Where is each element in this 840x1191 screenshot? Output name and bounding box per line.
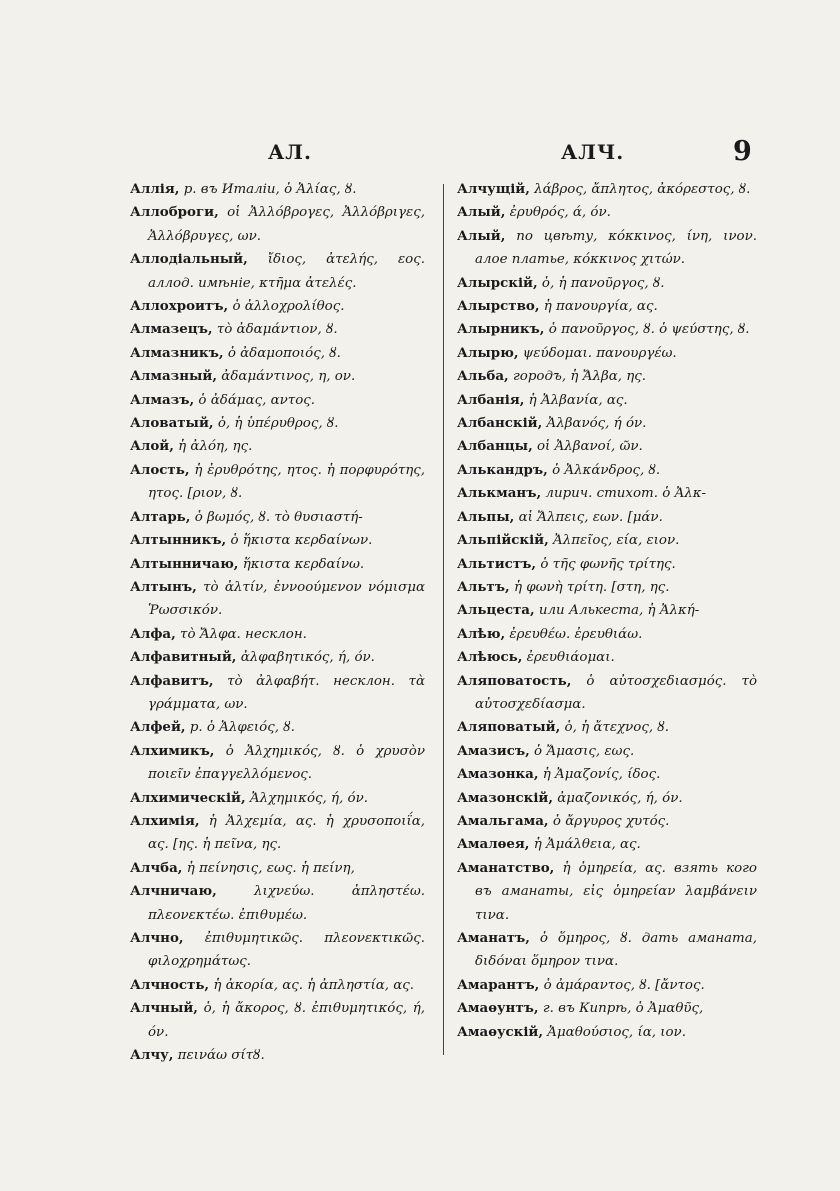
dictionary-entry (457, 599, 757, 622)
headword: Алчущій, (457, 181, 530, 197)
dictionary-entry (130, 810, 425, 857)
definition: ὁ ἀλλοχρολίθος. (232, 299, 345, 315)
page-number: 9 (733, 136, 753, 167)
dictionary-entry (457, 576, 757, 599)
dictionary-entry (457, 435, 757, 458)
definition: ἡ ἀκορία, ας. ἡ ἀπληστία, ας. (213, 977, 415, 993)
headword: Амарантъ, (457, 976, 540, 993)
headword: Алмазъ, (130, 391, 195, 408)
dictionary-entry (130, 646, 425, 669)
dictionary-entry (457, 529, 757, 552)
dictionary-entry (130, 248, 425, 295)
headword: Алхимикъ, (130, 742, 215, 759)
definition: ἡ ἀλόη, ης. (178, 439, 253, 455)
headword: Албанскій, (457, 415, 543, 432)
headword: Альтъ, (457, 578, 510, 595)
headword: Аманатство, (457, 859, 555, 876)
definition: ὁ βωμός, ȣ. τὸ θυσιαστή- (194, 509, 363, 525)
dictionary-entry (457, 646, 757, 669)
headword: Албанія, (457, 391, 525, 408)
dictionary-entry (130, 389, 425, 412)
definition: πεινάω σίτȣ. (177, 1048, 265, 1064)
dictionary-entry (130, 927, 425, 974)
dictionary-entry (130, 553, 425, 576)
dictionary-entry (457, 974, 757, 997)
headword: Алтарь, (130, 508, 191, 525)
headword: Алфа, (130, 625, 176, 642)
dictionary-entry (457, 1021, 757, 1044)
headword: Алфавитный, (130, 649, 237, 666)
headword: Алчность, (130, 976, 210, 993)
dictionary-entry (130, 623, 425, 646)
dictionary-entry (457, 272, 757, 295)
definition: τὸ ἀλφαβήτ. несклон. τὰ γράμματα, ων. (148, 673, 425, 712)
headword: Алый, (457, 204, 506, 221)
definition: ἡ πείνησις, εως. ἡ πείνη, (186, 860, 355, 876)
dictionary-entry (457, 997, 757, 1020)
running-head-right: АЛЧ. (561, 140, 625, 164)
headword: Алырскій, (457, 274, 538, 291)
definition: ψεύδομαι. πανουργέω. (522, 345, 677, 361)
definition: Ἀλχημικός, ή, όν. (249, 790, 369, 806)
definition: ἡ Ἀμάλθεια, ας. (533, 837, 641, 853)
dictionary-entry (457, 178, 757, 201)
headword: Аманатъ, (457, 930, 530, 946)
headword: Алырство, (457, 298, 540, 315)
dictionary-entry (457, 412, 757, 435)
headword: Аллодіальный, (130, 251, 248, 268)
dictionary-entry (130, 880, 425, 927)
definition: ὁ ἥκιστα κερδαίνων. (230, 533, 373, 549)
headword: Алькандръ, (457, 461, 548, 478)
dictionary-entry (130, 201, 425, 248)
definition: ἡ φωνὴ τρίτη. [στη, ης. (513, 579, 670, 595)
dictionary-entry (130, 974, 425, 997)
definition: ὁ Ἀλχημικός, ȣ. ὁ χρυσὸν ποιεῖν ἐπαγγελλόμενος. (148, 743, 425, 783)
dictionary-entry (457, 506, 757, 529)
dictionary-entry (130, 435, 425, 458)
running-head-left: АЛ. (268, 140, 312, 164)
definition: ἡ Ἀλβανία, ας. (528, 392, 628, 408)
headword: Алчный, (130, 1000, 198, 1017)
definition: г. въ Кипрѣ, ὁ Ἀμαθῦς, (542, 1001, 704, 1017)
headword: Алмазникъ, (130, 344, 224, 361)
definition: ἀδαμάντινος, η, ον. (221, 369, 356, 385)
headword: Амалѳея, (457, 836, 530, 853)
headword: Амаѳунтъ, (457, 1000, 539, 1017)
definition: ἥκιστα κερδαίνω. (242, 556, 365, 572)
headword: Амазисъ, (457, 742, 530, 759)
headword: Амальгама, (457, 812, 549, 829)
definition: ἡ Ἀλχεμία, ας. ἡ χρυσοποιΐα, ας. [ης. ἡ πεῖνα, ης. (148, 813, 425, 853)
dictionary-entry (130, 295, 425, 318)
headword: Алый, (457, 227, 506, 244)
dictionary-entry (457, 927, 757, 974)
headword: Алырникъ, (457, 321, 545, 338)
headword: Алость, (130, 461, 190, 478)
dictionary-entry (130, 178, 425, 201)
definition: τὸ Ἄλφα. несклон. (180, 626, 307, 642)
definition: ὁ, ἡ ἄκορος, ȣ. ἐπιθυμητικός, ή, όν. (148, 1001, 425, 1040)
definition: ὁ, ἡ ὑπέρυθρος, ȣ. (217, 416, 339, 432)
definition: ἐπιθυμητικῶς. πλεονεκτικῶς. φιλοχρημάτως. (148, 931, 425, 970)
definition: ὁ τῆς φωνῆς τρίτης. (540, 556, 676, 572)
headword: Алхимическій, (130, 789, 246, 806)
dictionary-entry (457, 365, 757, 388)
headword: Алчба, (130, 859, 183, 876)
dictionary-entry (457, 482, 757, 505)
definition: ὁ, ἡ πανοῦργος, ȣ. (541, 275, 665, 291)
dictionary-entry (130, 576, 425, 623)
dictionary-entry (130, 740, 425, 787)
definition: ὁ ὅμηρος, ȣ. дать аманата, διδόναι ὅμηρον τινα. (475, 931, 757, 970)
definition: ὁ ἀμάραντος, ȣ. [ἄντος. (543, 977, 705, 993)
dictionary-entry (130, 716, 425, 739)
definition: ἴδιος, ἀτελής, εος. аллод. имѣніе, κτῆμα ἀτελές. (148, 252, 425, 291)
definition: Ἀλβανός, ή όν. (546, 416, 647, 432)
dictionary-entry (457, 201, 757, 224)
definition: ἐρευθιάομαι. (526, 650, 615, 666)
definition: ἀμαζονικός, ή, όν. (557, 790, 683, 806)
dictionary-entry (130, 1044, 425, 1067)
dictionary-entry (457, 342, 757, 365)
headword: Алой, (130, 438, 174, 455)
headword: Алфавитъ, (130, 672, 214, 689)
headword: Алхимія, (130, 812, 200, 829)
headword: Алчно, (130, 930, 184, 946)
headword: Альба, (457, 368, 509, 385)
headword: Аляповатый, (457, 719, 561, 736)
headword: Амазонскій, (457, 789, 553, 806)
dictionary-entry (457, 787, 757, 810)
definition: Ἀλπεῖος, εία, ειον. (553, 533, 680, 549)
headword: Амазонка, (457, 766, 539, 783)
headword: Алмазный, (130, 368, 218, 385)
definition: αἱ Ἄλπεις, εων. [μάν. (518, 509, 663, 525)
dictionary-entry (457, 763, 757, 786)
definition: ὁ ἀδάμας, αντος. (198, 392, 316, 408)
definition: τὸ ἀδαμάντιον, ȣ. (216, 322, 338, 338)
dictionary-entry (130, 318, 425, 341)
headword: Аляповатость, (457, 672, 572, 689)
headword: Аллоброги, (130, 204, 219, 221)
definition: Ἀμαθούσιος, ία, ιον. (547, 1024, 686, 1040)
headword: Алчничаю, (130, 883, 217, 900)
dictionary-entry (130, 365, 425, 388)
dictionary-entry (457, 670, 757, 717)
definition: городъ, ἡ Ἄλβα, ης. (512, 369, 647, 385)
dictionary-entry (130, 529, 425, 552)
dictionary-entry (457, 716, 757, 739)
headword: Алькманъ, (457, 485, 542, 502)
definition: ὁ πανοῦργος, ȣ. ὁ ψεύστης, ȣ. (548, 322, 750, 338)
headword: Аллія, (130, 181, 180, 197)
definition: р. ὁ Ἀλφειός, ȣ. (189, 720, 295, 736)
definition: ὁ Ἄμασις, εως. (534, 743, 635, 759)
headword: Албанцы, (457, 438, 533, 455)
headword: Аллохроитъ, (130, 298, 229, 315)
definition: ἡ Ἀμαζονίς, ίδος. (542, 767, 661, 783)
definition: ὁ ἄργυρος χυτός. (552, 813, 670, 829)
column-divider (443, 184, 444, 1055)
definition: ὁ, ἡ ἄτεχνος, ȣ. (564, 720, 670, 736)
definition: ὁ ἀδαμοποιός, ȣ. (227, 345, 341, 361)
definition: λιχνεύω. ἀπληστέω. πλεονεκτέω. ἐπιθυμέω. (148, 884, 425, 923)
headword: Алчу, (130, 1047, 174, 1064)
definition: ὁ Ἀλκάνδρος, ȣ. (552, 462, 661, 478)
definition: λάβρος, ἄπλητος, ἀκόρεστος, ȣ. (534, 182, 751, 197)
dictionary-entry (457, 225, 757, 272)
headword: Алтынъ, (130, 578, 197, 595)
definition: ἀλφαβητικός, ή, όν. (240, 650, 375, 666)
headword: Алырю, (457, 344, 519, 361)
definition: ὁ αὐτοσχεδιασμός. τὸ αὐτοσχεδίασμα. (475, 673, 758, 712)
dictionary-entry (457, 623, 757, 646)
definition: οἱ Ἀλλόβρογες, Ἀλλόβριγες, Ἀλλόβρυγες, ων. (148, 205, 425, 244)
dictionary-entry (457, 740, 757, 763)
dictionary-entry (130, 857, 425, 880)
headword: Альпійскій, (457, 532, 549, 549)
headword: Алмазецъ, (130, 321, 213, 338)
definition: τὸ ἀλτίν, ἐννοούμενον νόμισμα Ῥωσσικόν. (148, 579, 425, 619)
dictionary-entry (457, 857, 757, 927)
dictionary-entry (457, 389, 757, 412)
dictionary-entry (457, 553, 757, 576)
definition: или Алькеста, ἡ Ἀλκή- (538, 603, 700, 619)
dictionary-entry (457, 318, 757, 341)
definition: ἐρευθέω. ἐρευθιάω. (509, 626, 643, 642)
dictionary-entry (130, 342, 425, 365)
dictionary-entry (130, 459, 425, 506)
definition: ἡ ὁμηρεία, ας. взять кого въ аманаты, εἰς ὁμηρείαν λαμβάνειν τινα. (475, 860, 757, 923)
dictionary-entry (130, 412, 425, 435)
dictionary-entry (130, 787, 425, 810)
dictionary-entry (457, 295, 757, 318)
dictionary-entry (130, 997, 425, 1044)
headword: Алѣюсь, (457, 649, 523, 666)
headword: Альтистъ, (457, 555, 537, 572)
left-column (130, 178, 425, 1067)
headword: Алѣю, (457, 625, 506, 642)
dictionary-entry (457, 833, 757, 856)
definition: р. въ Италіи, ὁ Ἀλίας, ȣ. (183, 182, 357, 197)
headword: Алфей, (130, 719, 186, 736)
definition: по цвѣту, κόκκινος, ίνη, ινον. алое платье, κόκκινος χιτών. (475, 228, 757, 268)
definition: ἡ πανουργία, ας. (543, 299, 658, 315)
definition: οἱ Ἀλβανοί, ῶν. (537, 439, 643, 455)
definition: лирич. стихот. ὁ Ἀλκ- (545, 486, 707, 502)
dictionary-entry (130, 506, 425, 529)
headword: Аловатый, (130, 415, 214, 432)
headword: Альпы, (457, 508, 515, 525)
headword: Алтынничаю, (130, 555, 239, 572)
definition: ἡ ἐρυθρότης, ητος. ἡ πορφυρότης, ητος. [ριον, ȣ. (148, 462, 426, 502)
definition: ἐρυθρός, ά, όν. (509, 205, 611, 221)
right-column (457, 178, 757, 1044)
dictionary-entry (457, 810, 757, 833)
dictionary-entry (457, 459, 757, 482)
headword: Альцеста, (457, 602, 535, 619)
dictionary-entry (130, 670, 425, 717)
headword: Алтынникъ, (130, 532, 227, 549)
headword: Амаѳускій, (457, 1023, 544, 1040)
